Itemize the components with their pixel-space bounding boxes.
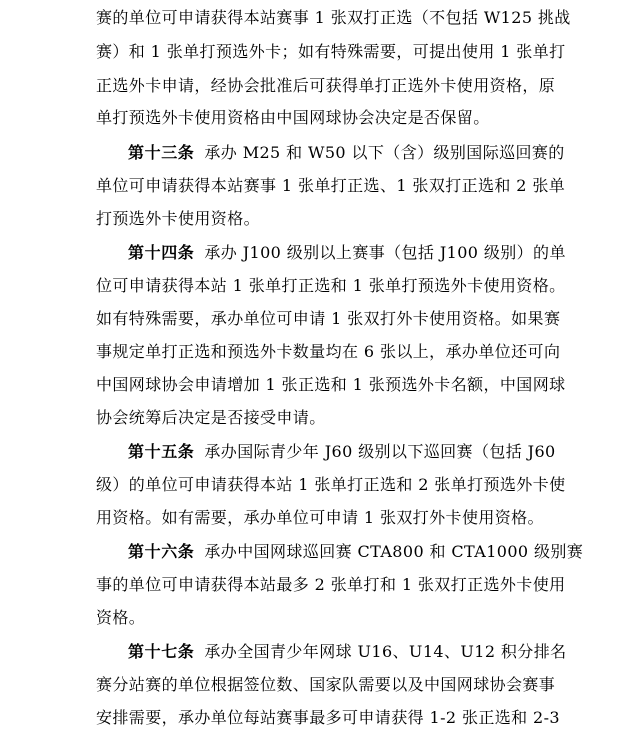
text-line: 资格。 [96, 608, 146, 627]
text-fragment: 承办 J100 级别以上赛事（包括 J100 级别）的单 [204, 243, 566, 262]
article-13-first-line [128, 136, 565, 170]
text-line: 赛分站赛的单位根据签位数、国家队需要以及中国网球协会赛事 [96, 675, 556, 694]
text-line: 事的单位可申请获得本站最多 2 张单打和 1 张双打正选外卡使用 [96, 575, 566, 594]
text-line: 协会统筹后决定是否接受申请。 [96, 408, 326, 427]
text-fragment: 承办全国青少年网球 U16、U14、U12 积分排名 [204, 642, 567, 661]
text-fragment: 承办 M25 和 W50 以下（含）级别国际巡回赛的 [204, 143, 565, 162]
article-16-first-line [128, 535, 584, 569]
text-line: 事规定单打正选和预选外卡数量均在 6 张以上，承办单位还可向 [96, 342, 561, 361]
text-line: 正选外卡申请，经协会批准后可获得单打正选外卡使用资格，原 [96, 76, 556, 95]
text-line: 中国网球协会申请增加 1 张正选和 1 张预选外卡名额，中国网球 [96, 375, 566, 394]
text-fragment: 承办国际青少年 J60 级别以下巡回赛（包括 J60 [204, 442, 556, 461]
text-line: 如有特殊需要，承办单位可申请 1 张双打外卡使用资格。如果赛 [96, 309, 561, 328]
text-line: 单打预选外卡使用资格由中国网球协会决定是否保留。 [96, 108, 490, 127]
text-line: 赛）和 1 张单打预选外卡；如有特殊需要，可提出使用 1 张单打 [96, 42, 566, 61]
article-heading-14: 第十四条 [128, 243, 195, 262]
text-fragment: 承办中国网球巡回赛 CTA800 和 CTA1000 级别赛 [204, 542, 584, 561]
text-line: 用资格。如有需要，承办单位可申请 1 张双打外卡使用资格。 [96, 508, 544, 527]
article-14-first-line [128, 236, 566, 270]
article-heading-15: 第十五条 [128, 442, 195, 461]
article-15-first-line [128, 435, 556, 469]
article-17-first-line [128, 635, 567, 669]
text-line: 安排需要，承办单位每站赛事最多可申请获得 1-2 张正选和 2-3 [96, 708, 560, 727]
article-heading-17: 第十七条 [128, 642, 195, 661]
text-line: 打预选外卡使用资格。 [96, 209, 261, 228]
text-line: 位可申请获得本站 1 张单打正选和 1 张单打预选外卡使用资格。 [96, 276, 566, 295]
text-line: 级）的单位可申请获得本站 1 张单打正选和 2 张单打预选外卡使 [96, 475, 566, 494]
text-line: 单位可申请获得本站赛事 1 张单打正选、1 张双打正选和 2 张单 [96, 176, 566, 195]
text-line: 赛的单位可申请获得本站赛事 1 张双打正选（不包括 W125 挑战 [96, 8, 571, 27]
article-heading-16: 第十六条 [128, 542, 195, 561]
article-heading-13: 第十三条 [128, 143, 195, 162]
